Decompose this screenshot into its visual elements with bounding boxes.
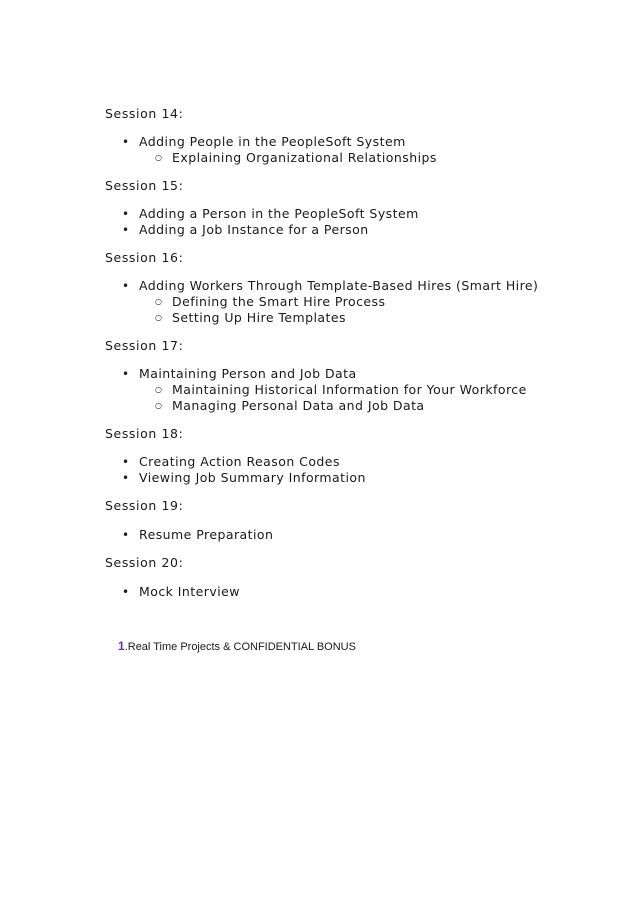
bullet-icon: •: [122, 585, 130, 599]
session-heading: Session 14:: [105, 106, 184, 121]
session-heading: Session 15:: [105, 178, 184, 193]
bullet-icon: •: [122, 471, 130, 485]
session-heading: Session 18:: [105, 426, 184, 441]
list-item-text: Viewing Job Summary Information: [139, 470, 366, 485]
sub-bullet-icon: ○: [155, 153, 163, 162]
bullet-icon: •: [122, 455, 130, 469]
list-item: [122, 470, 366, 486]
sub-list-item-text: Explaining Organizational Relationships: [172, 150, 437, 165]
bullet-icon: •: [122, 279, 130, 293]
bullet-icon: •: [122, 135, 130, 149]
sub-list-item: [155, 382, 527, 398]
session-heading: Session 17:: [105, 338, 184, 353]
list-item: [122, 222, 369, 238]
bonus-text: .Real Time Projects & CONFIDENTIAL BONUS: [124, 641, 356, 653]
bullet-icon: •: [122, 367, 130, 381]
list-item-text: Mock Interview: [139, 584, 240, 599]
sub-list-item: [155, 310, 346, 326]
session-heading: Session 20:: [105, 555, 184, 570]
list-number: 1: [118, 639, 125, 653]
sub-list-item: [155, 150, 437, 166]
bonus-line: [118, 639, 356, 654]
sub-list-item-text: Managing Personal Data and Job Data: [172, 398, 425, 413]
list-item-text: Resume Preparation: [139, 527, 274, 542]
bullet-icon: •: [122, 223, 130, 237]
sub-bullet-icon: ○: [155, 313, 163, 322]
sub-list-item-text: Setting Up Hire Templates: [172, 310, 346, 325]
list-item-text: Maintaining Person and Job Data: [139, 366, 357, 381]
list-item-text: Adding a Job Instance for a Person: [139, 222, 369, 237]
list-item-text: Adding Workers Through Template-Based Hires (Smart Hire): [139, 278, 539, 293]
list-item: [122, 454, 340, 470]
session-heading: Session 19:: [105, 498, 184, 513]
bullet-icon: •: [122, 207, 130, 221]
bullet-icon: •: [122, 528, 130, 542]
list-item-text: Adding a Person in the PeopleSoft System: [139, 206, 419, 221]
sub-bullet-icon: ○: [155, 385, 163, 394]
sub-bullet-icon: ○: [155, 297, 163, 306]
list-item-text: Adding People in the PeopleSoft System: [139, 134, 406, 149]
sub-list-item-text: Maintaining Historical Information for Your Workforce: [172, 382, 527, 397]
list-item: [122, 134, 406, 150]
session-heading: Session 16:: [105, 250, 184, 265]
list-item-text: Creating Action Reason Codes: [139, 454, 340, 469]
list-item: [122, 278, 538, 294]
sub-list-item-text: Defining the Smart Hire Process: [172, 294, 386, 309]
sub-list-item: [155, 398, 425, 414]
list-item: [122, 584, 240, 600]
list-item: [122, 366, 357, 382]
sub-bullet-icon: ○: [155, 401, 163, 410]
list-item: [122, 206, 419, 222]
list-item: [122, 527, 273, 543]
sub-list-item: [155, 294, 385, 310]
